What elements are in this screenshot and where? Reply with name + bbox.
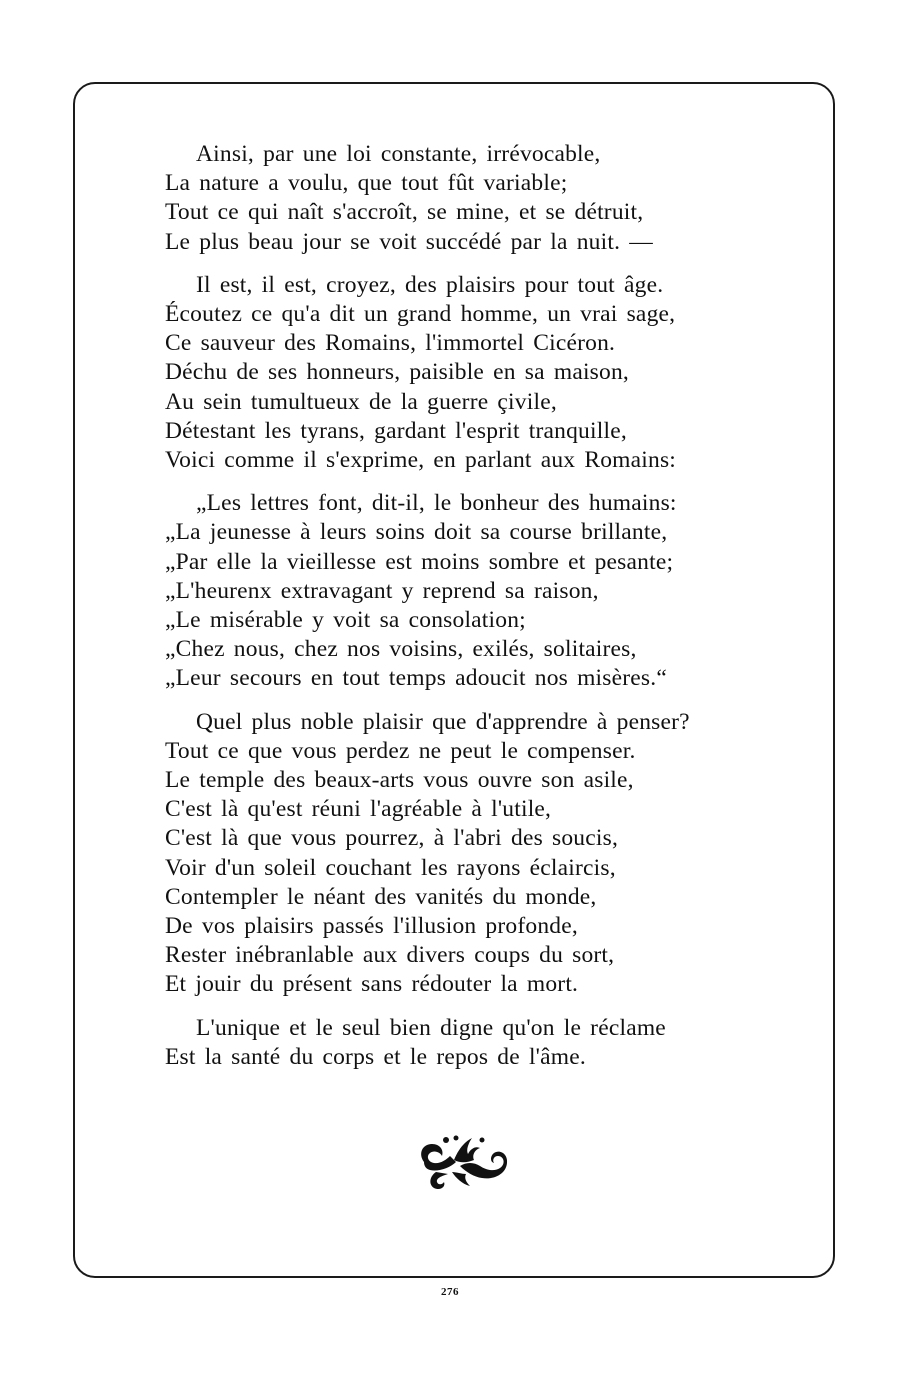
poem-line: Déchu de ses honneurs, paisible en sa maison, — [165, 359, 629, 386]
poem-line: Au sein tumultueux de la guerre çivile, — [165, 388, 557, 415]
poem-line: „Les lettres font, dit-il, le bonheur des humains: — [196, 490, 677, 517]
poem-line: Est la santé du corps et le repos de l'âme. — [165, 1043, 586, 1070]
poem-line: Voir d'un soleil couchant les rayons éclaircis, — [165, 854, 616, 881]
poem-line: „Leur secours en tout temps adoucit nos misères.“ — [165, 665, 667, 692]
poem-line: De vos plaisirs passés l'illusion profonde, — [165, 913, 578, 940]
poem-line: „Par elle la vieillesse est moins sombre et pesante; — [165, 548, 674, 575]
poem-line: C'est là qu'est réuni l'agréable à l'utile, — [165, 796, 552, 823]
poem-line: Quel plus noble plaisir que d'apprendre à penser? — [196, 708, 690, 735]
poem-line: Le temple des beaux-arts vous ouvre son asile, — [165, 767, 634, 794]
poem-line: „L'heurenx extravagant y reprend sa raison, — [165, 577, 599, 604]
stanza-5 — [165, 1014, 765, 1072]
poem-line: „Chez nous, chez nos voisins, exilés, solitaires, — [165, 636, 637, 663]
poem-line: „La jeunesse à leurs soins doit sa course brillante, — [165, 519, 668, 546]
poem-line: L'unique et le seul bien digne qu'on le réclame — [196, 1014, 666, 1041]
stanza-2 — [165, 271, 765, 475]
page-number: 276 — [441, 1286, 459, 1298]
poem-line: Ainsi, par une loi constante, irrévocable, — [196, 141, 601, 167]
stanza-1 — [165, 140, 765, 257]
poem-line: C'est là que vous pourrez, à l'abri des soucis, — [165, 825, 619, 852]
poem-line: Il est, il est, croyez, des plaisirs pour tout âge. — [196, 271, 664, 298]
poem-line: Voici comme il s'exprime, en parlant aux Romains: — [165, 447, 677, 474]
poem-line: Ce sauveur des Romains, l'immortel Cicéron. — [165, 330, 616, 357]
poem-line: Rester inébranlable aux divers coups du sort, — [165, 942, 615, 969]
poem-line: Tout ce que vous perdez ne peut le compenser. — [165, 737, 636, 764]
poem-line: Et jouir du présent sans rédouter la mort. — [165, 971, 579, 998]
poem — [165, 140, 765, 1086]
poem-line: Contempler le néant des vanités du monde, — [165, 883, 597, 910]
stanza-4 — [165, 708, 765, 1000]
poem-line: „Le misérable y voit sa consolation; — [165, 607, 526, 634]
fleuron-ornament-icon — [416, 1132, 508, 1194]
poem-line: Détestant les tyrans, gardant l'esprit tranquille, — [165, 417, 627, 444]
poem-line: Tout ce qui naît s'accroît, se mine, et se détruit, — [165, 199, 644, 226]
poem-line: La nature a voulu, que tout fût variable; — [165, 170, 568, 197]
poem-line: Le plus beau jour se voit succédé par la nuit. — — [165, 228, 653, 255]
poem-line: Écoutez ce qu'a dit un grand homme, un vrai sage, — [165, 301, 676, 328]
stanza-3 — [165, 489, 765, 693]
